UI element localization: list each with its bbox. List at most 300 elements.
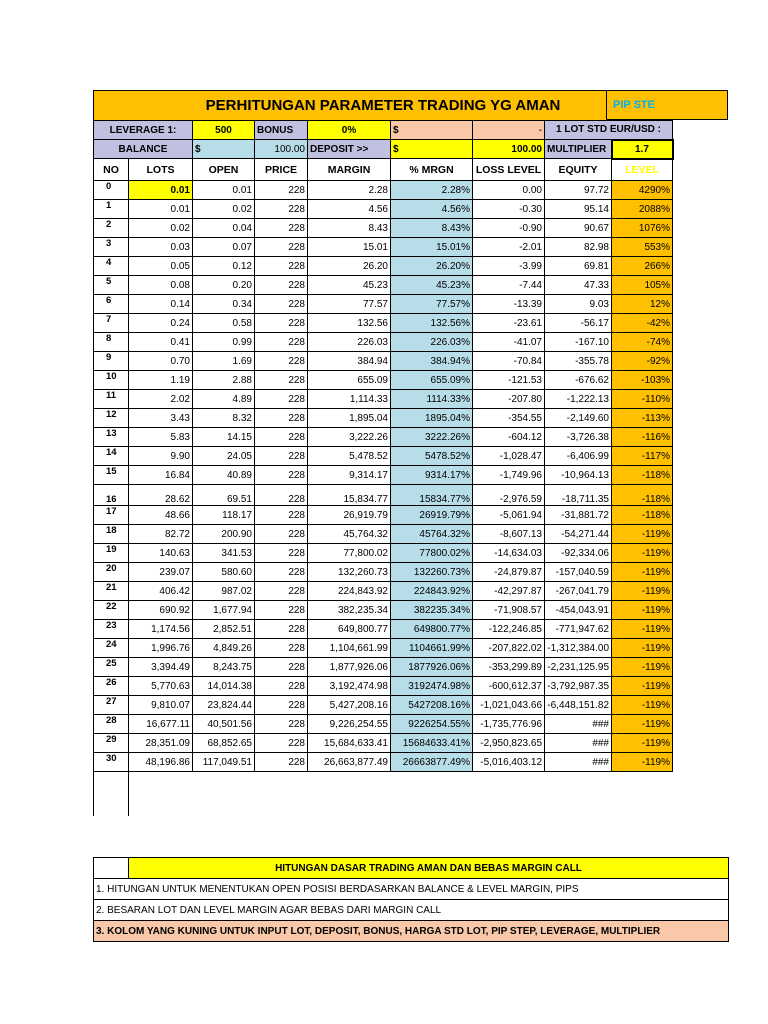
cell-price: 228 <box>255 485 308 506</box>
cell-margin: 5,427,208.16 <box>308 696 391 715</box>
cell-pct-margin: 3192474.98% <box>391 677 473 696</box>
bonus-label: BONUS <box>255 121 308 140</box>
cell-no: 18 <box>94 525 129 544</box>
cell-price: 228 <box>255 544 308 563</box>
cell-margin: 26.20 <box>308 257 391 276</box>
notes-blank-cell <box>94 858 129 879</box>
cell-open: 40.89 <box>193 466 255 485</box>
cell-no: 22 <box>94 601 129 620</box>
deposit-dollar-sign: $ <box>391 140 473 159</box>
cell-pct-margin: 77800.02% <box>391 544 473 563</box>
cell-level: -116% <box>612 428 673 447</box>
note-line-2: 2. BESARAN LOT DAN LEVEL MARGIN AGAR BEBAS DARI MARGIN CALL <box>94 900 729 921</box>
cell-level: 2088% <box>612 200 673 219</box>
cell-lots: 0.01 <box>129 200 193 219</box>
cell-equity: -1,312,384.00 <box>545 639 612 658</box>
cell-loss-level: -1,735,776.96 <box>473 715 545 734</box>
cell-price: 228 <box>255 333 308 352</box>
cell-loss-level: -13.39 <box>473 295 545 314</box>
cell-open: 24.05 <box>193 447 255 466</box>
cell-lots: 3,394.49 <box>129 658 193 677</box>
cell-loss-level: -71,908.57 <box>473 601 545 620</box>
cell-equity: ### <box>545 753 612 772</box>
cell-open: 69.51 <box>193 485 255 506</box>
bonus-input[interactable]: 0% <box>308 121 391 140</box>
cell-loss-level: -8,607.13 <box>473 525 545 544</box>
cell-level: 4290% <box>612 181 673 200</box>
multiplier-input[interactable]: 1.7 <box>612 140 673 159</box>
table-row <box>94 314 673 333</box>
cell-no: 16 <box>94 485 129 506</box>
blank-cell <box>94 772 129 816</box>
cell-margin: 26,919.79 <box>308 506 391 525</box>
table-row <box>94 582 673 601</box>
cell-open: 2,852.51 <box>193 620 255 639</box>
cell-pct-margin: 1104661.99% <box>391 639 473 658</box>
cell-level: -118% <box>612 466 673 485</box>
cell-level: -119% <box>612 544 673 563</box>
cell-open: 117,049.51 <box>193 753 255 772</box>
cell-loss-level: -1,028.47 <box>473 447 545 466</box>
note-line-3: 3. KOLOM YANG KUNING UNTUK INPUT LOT, DEPOSIT, BONUS, HARGA STD LOT, PIP STEP, LEVERAGE, MULTIPLIER <box>94 921 729 942</box>
cell-price: 228 <box>255 466 308 485</box>
cell-margin: 8.43 <box>308 219 391 238</box>
cell-margin: 224,843.92 <box>308 582 391 601</box>
notes-title: HITUNGAN DASAR TRADING AMAN DAN BEBAS MARGIN CALL <box>129 858 729 879</box>
cell-open: 0.99 <box>193 333 255 352</box>
cell-level: -119% <box>612 696 673 715</box>
cell-level: 553% <box>612 238 673 257</box>
cell-level: -119% <box>612 753 673 772</box>
cell-price: 228 <box>255 582 308 601</box>
cell-equity: -2,231,125.95 <box>545 658 612 677</box>
cell-loss-level: -3.99 <box>473 257 545 276</box>
table-row <box>94 276 673 295</box>
cell-pct-margin: 5478.52% <box>391 447 473 466</box>
cell-pct-margin: 1877926.06% <box>391 658 473 677</box>
cell-margin: 226.03 <box>308 333 391 352</box>
cell-price: 228 <box>255 428 308 447</box>
cell-equity: -1,222.13 <box>545 390 612 409</box>
cell-lots: 28,351.09 <box>129 734 193 753</box>
table-row <box>94 715 673 734</box>
table-row <box>94 544 673 563</box>
cell-lots: 140.63 <box>129 544 193 563</box>
cell-equity: -31,881.72 <box>545 506 612 525</box>
cell-pct-margin: 26919.79% <box>391 506 473 525</box>
col-header-pct-margin: % MRGN <box>391 159 473 181</box>
cell-lots: 82.72 <box>129 525 193 544</box>
cell-pct-margin: 77.57% <box>391 295 473 314</box>
col-header-equity: EQUITY <box>545 159 612 181</box>
table-row <box>94 257 673 276</box>
table-row <box>94 333 673 352</box>
cell-lots: 0.14 <box>129 295 193 314</box>
cell-pct-margin: 9226254.55% <box>391 715 473 734</box>
lot-std-label: 1 LOT STD EUR/USD : <box>545 121 673 140</box>
cell-lots: 9.90 <box>129 447 193 466</box>
cell-no: 9 <box>94 352 129 371</box>
cell-equity: -92,334.06 <box>545 544 612 563</box>
cell-equity: -2,149.60 <box>545 409 612 428</box>
cell-equity: 82.98 <box>545 238 612 257</box>
cell-price: 228 <box>255 409 308 428</box>
cell-level: -119% <box>612 563 673 582</box>
blank-cell <box>308 772 391 816</box>
cell-lots: 9,810.07 <box>129 696 193 715</box>
cell-loss-level: -42,297.87 <box>473 582 545 601</box>
cell-equity: 69.81 <box>545 257 612 276</box>
cell-level: -92% <box>612 352 673 371</box>
cell-open: 0.34 <box>193 295 255 314</box>
cell-loss-level: -41.07 <box>473 333 545 352</box>
cell-pct-margin: 384.94% <box>391 352 473 371</box>
cell-lots: 3.43 <box>129 409 193 428</box>
cell-margin: 384.94 <box>308 352 391 371</box>
cell-no: 1 <box>94 200 129 219</box>
cell-margin: 1,114.33 <box>308 390 391 409</box>
cell-no: 12 <box>94 409 129 428</box>
cell-level: -118% <box>612 485 673 506</box>
col-header-open: OPEN <box>193 159 255 181</box>
cell-open: 0.01 <box>193 181 255 200</box>
cell-price: 228 <box>255 620 308 639</box>
cell-margin: 649,800.77 <box>308 620 391 639</box>
cell-pct-margin: 226.03% <box>391 333 473 352</box>
cell-price: 228 <box>255 525 308 544</box>
cell-no: 0 <box>94 181 129 200</box>
cell-equity: -6,448,151.82 <box>545 696 612 715</box>
cell-equity: -18,711.35 <box>545 485 612 506</box>
cell-lots: 239.07 <box>129 563 193 582</box>
cell-margin: 3,192,474.98 <box>308 677 391 696</box>
cell-pct-margin: 132260.73% <box>391 563 473 582</box>
cell-no: 30 <box>94 753 129 772</box>
table-row <box>94 428 673 447</box>
cell-no: 5 <box>94 276 129 295</box>
cell-price: 228 <box>255 390 308 409</box>
table-row <box>94 563 673 582</box>
trading-parameter-sheet <box>93 90 768 816</box>
cell-lots: 690.92 <box>129 601 193 620</box>
cell-margin: 9,314.17 <box>308 466 391 485</box>
cell-level: -119% <box>612 620 673 639</box>
bonus-dollar-sign: $ <box>391 121 473 140</box>
blank-cell <box>255 772 308 816</box>
cell-no: 20 <box>94 563 129 582</box>
cell-price: 228 <box>255 447 308 466</box>
table-row <box>94 677 673 696</box>
deposit-label: DEPOSIT >> <box>308 140 391 159</box>
table-row <box>94 525 673 544</box>
cell-equity: -157,040.59 <box>545 563 612 582</box>
table-row <box>94 352 673 371</box>
table-row <box>94 658 673 677</box>
balance-dollar-sign: $ <box>193 140 255 159</box>
cell-pct-margin: 15684633.41% <box>391 734 473 753</box>
cell-loss-level: -2.01 <box>473 238 545 257</box>
col-header-no: NO <box>94 159 129 181</box>
table-row <box>94 601 673 620</box>
cell-price: 228 <box>255 276 308 295</box>
cell-pct-margin: 224843.92% <box>391 582 473 601</box>
cell-open: 2.88 <box>193 371 255 390</box>
cell-margin: 655.09 <box>308 371 391 390</box>
deposit-input[interactable]: 100.00 <box>473 140 545 159</box>
blank-cell <box>193 772 255 816</box>
col-header-loss-level: LOSS LEVEL <box>473 159 545 181</box>
cell-equity: -56.17 <box>545 314 612 333</box>
cell-level: -74% <box>612 333 673 352</box>
cell-price: 228 <box>255 314 308 333</box>
cell-loss-level: 0.00 <box>473 181 545 200</box>
cell-no: 11 <box>94 390 129 409</box>
multiplier-label: MULTIPLIER <box>545 140 612 159</box>
cell-open: 0.20 <box>193 276 255 295</box>
cell-open: 8.32 <box>193 409 255 428</box>
cell-level: -118% <box>612 506 673 525</box>
cell-loss-level: -0.90 <box>473 219 545 238</box>
cell-pct-margin: 8.43% <box>391 219 473 238</box>
cell-margin: 4.56 <box>308 200 391 219</box>
cell-open: 341.53 <box>193 544 255 563</box>
cell-level: -119% <box>612 582 673 601</box>
cell-lots: 0.03 <box>129 238 193 257</box>
cell-lots: 0.02 <box>129 219 193 238</box>
cell-no: 28 <box>94 715 129 734</box>
cell-loss-level: -70.84 <box>473 352 545 371</box>
cell-no: 19 <box>94 544 129 563</box>
col-header-price: PRICE <box>255 159 308 181</box>
cell-level: -119% <box>612 734 673 753</box>
cell-pct-margin: 26.20% <box>391 257 473 276</box>
cell-lots: 0.05 <box>129 257 193 276</box>
cell-open: 68,852.65 <box>193 734 255 753</box>
cell-lots: 5,770.63 <box>129 677 193 696</box>
leverage-input[interactable]: 500 <box>193 121 255 140</box>
cell-level: 12% <box>612 295 673 314</box>
cell-margin: 45,764.32 <box>308 525 391 544</box>
cell-no: 13 <box>94 428 129 447</box>
cell-margin: 3,222.26 <box>308 428 391 447</box>
cell-pct-margin: 132.56% <box>391 314 473 333</box>
blank-cell <box>612 772 673 816</box>
cell-open: 0.07 <box>193 238 255 257</box>
cell-open: 987.02 <box>193 582 255 601</box>
blank-cell <box>545 772 612 816</box>
cell-pct-margin: 5427208.16% <box>391 696 473 715</box>
cell-no: 6 <box>94 295 129 314</box>
cell-lots: 1.19 <box>129 371 193 390</box>
cell-lots[interactable]: 0.01 <box>129 181 193 200</box>
cell-loss-level: -1,021,043.66 <box>473 696 545 715</box>
table-row <box>94 371 673 390</box>
cell-no: 8 <box>94 333 129 352</box>
cell-pct-margin: 2.28% <box>391 181 473 200</box>
cell-loss-level: -1,749.96 <box>473 466 545 485</box>
cell-lots: 5.83 <box>129 428 193 447</box>
cell-level: -103% <box>612 371 673 390</box>
cell-equity: -167.10 <box>545 333 612 352</box>
cell-margin: 77,800.02 <box>308 544 391 563</box>
cell-open: 200.90 <box>193 525 255 544</box>
cell-open: 23,824.44 <box>193 696 255 715</box>
cell-price: 228 <box>255 506 308 525</box>
cell-no: 15 <box>94 466 129 485</box>
cell-margin: 15.01 <box>308 238 391 257</box>
cell-lots: 406.42 <box>129 582 193 601</box>
cell-price: 228 <box>255 696 308 715</box>
cell-pct-margin: 649800.77% <box>391 620 473 639</box>
cell-open: 0.02 <box>193 200 255 219</box>
cell-loss-level: -23.61 <box>473 314 545 333</box>
cell-margin: 45.23 <box>308 276 391 295</box>
cell-level: -119% <box>612 715 673 734</box>
cell-no: 21 <box>94 582 129 601</box>
cell-level: -119% <box>612 658 673 677</box>
cell-level: -117% <box>612 447 673 466</box>
cell-margin: 5,478.52 <box>308 447 391 466</box>
cell-loss-level: -207.80 <box>473 390 545 409</box>
cell-price: 228 <box>255 257 308 276</box>
cell-pct-margin: 655.09% <box>391 371 473 390</box>
parameter-table <box>93 90 674 816</box>
column-header-row <box>94 159 673 181</box>
cell-no: 14 <box>94 447 129 466</box>
cell-no: 7 <box>94 314 129 333</box>
cell-pct-margin: 4.56% <box>391 200 473 219</box>
cell-loss-level: -122,246.85 <box>473 620 545 639</box>
cell-open: 40,501.56 <box>193 715 255 734</box>
cell-loss-level: -5,061.94 <box>473 506 545 525</box>
cell-no: 23 <box>94 620 129 639</box>
cell-lots: 0.24 <box>129 314 193 333</box>
cell-loss-level: -600,612.37 <box>473 677 545 696</box>
table-row <box>94 639 673 658</box>
cell-level: -119% <box>612 525 673 544</box>
notes-section <box>93 857 728 942</box>
cell-open: 14.15 <box>193 428 255 447</box>
cell-level: -119% <box>612 601 673 620</box>
cell-margin: 132,260.73 <box>308 563 391 582</box>
cell-price: 228 <box>255 677 308 696</box>
cell-margin: 1,104,661.99 <box>308 639 391 658</box>
cell-equity: ### <box>545 734 612 753</box>
cell-level: -119% <box>612 677 673 696</box>
cell-level: -110% <box>612 390 673 409</box>
cell-loss-level: -2,976.59 <box>473 485 545 506</box>
pip-step-cell[interactable]: PIP STE <box>606 90 728 120</box>
cell-equity: -355.78 <box>545 352 612 371</box>
cell-equity: -676.62 <box>545 371 612 390</box>
cell-margin: 15,684,633.41 <box>308 734 391 753</box>
blank-cell <box>473 772 545 816</box>
cell-level: -42% <box>612 314 673 333</box>
cell-open: 14,014.38 <box>193 677 255 696</box>
cell-margin: 382,235.34 <box>308 601 391 620</box>
cell-price: 228 <box>255 639 308 658</box>
cell-open: 0.04 <box>193 219 255 238</box>
table-row <box>94 620 673 639</box>
cell-lots: 0.41 <box>129 333 193 352</box>
cell-pct-margin: 45764.32% <box>391 525 473 544</box>
cell-open: 1,677.94 <box>193 601 255 620</box>
cell-no: 29 <box>94 734 129 753</box>
cell-loss-level: -5,016,403.12 <box>473 753 545 772</box>
cell-lots: 16,677.11 <box>129 715 193 734</box>
leverage-label: LEVERAGE 1: <box>94 121 193 140</box>
cell-price: 228 <box>255 715 308 734</box>
table-row <box>94 295 673 314</box>
table-row <box>94 506 673 525</box>
cell-equity: -54,271.44 <box>545 525 612 544</box>
cell-loss-level: -7.44 <box>473 276 545 295</box>
notes-table <box>93 857 729 942</box>
cell-price: 228 <box>255 658 308 677</box>
cell-open: 1.69 <box>193 352 255 371</box>
cell-no: 3 <box>94 238 129 257</box>
cell-no: 25 <box>94 658 129 677</box>
cell-loss-level: -354.55 <box>473 409 545 428</box>
bonus-amount: - <box>473 121 545 140</box>
cell-loss-level: -353,299.89 <box>473 658 545 677</box>
cell-level: -119% <box>612 639 673 658</box>
cell-equity: 9.03 <box>545 295 612 314</box>
col-header-lots: LOTS <box>129 159 193 181</box>
cell-no: 4 <box>94 257 129 276</box>
cell-no: 10 <box>94 371 129 390</box>
cell-level: -113% <box>612 409 673 428</box>
cell-no: 24 <box>94 639 129 658</box>
cell-margin: 15,834.77 <box>308 485 391 506</box>
cell-equity: -3,792,987.35 <box>545 677 612 696</box>
cell-price: 228 <box>255 181 308 200</box>
table-row <box>94 696 673 715</box>
cell-equity: 47.33 <box>545 276 612 295</box>
cell-price: 228 <box>255 734 308 753</box>
cell-margin: 26,663,877.49 <box>308 753 391 772</box>
cell-loss-level: -14,634.03 <box>473 544 545 563</box>
cell-lots: 48,196.86 <box>129 753 193 772</box>
cell-lots: 1,996.76 <box>129 639 193 658</box>
cell-margin: 1,895.04 <box>308 409 391 428</box>
cell-pct-margin: 9314.17% <box>391 466 473 485</box>
balance-label: BALANCE <box>94 140 193 159</box>
cell-margin: 132.56 <box>308 314 391 333</box>
cell-equity: -3,726.38 <box>545 428 612 447</box>
cell-lots: 1,174.56 <box>129 620 193 639</box>
cell-pct-margin: 15.01% <box>391 238 473 257</box>
cell-open: 0.12 <box>193 257 255 276</box>
table-row <box>94 390 673 409</box>
cell-margin: 2.28 <box>308 181 391 200</box>
cell-equity: 90.67 <box>545 219 612 238</box>
cell-equity: ### <box>545 715 612 734</box>
balance-value: 100.00 <box>255 140 308 159</box>
cell-lots: 28.62 <box>129 485 193 506</box>
cell-no: 17 <box>94 506 129 525</box>
cell-pct-margin: 15834.77% <box>391 485 473 506</box>
cell-equity: -454,043.91 <box>545 601 612 620</box>
cell-equity: -267,041.79 <box>545 582 612 601</box>
blank-row <box>94 772 673 816</box>
cell-price: 228 <box>255 219 308 238</box>
cell-price: 228 <box>255 295 308 314</box>
cell-price: 228 <box>255 238 308 257</box>
cell-equity: 95.14 <box>545 200 612 219</box>
table-row <box>94 200 673 219</box>
table-row <box>94 409 673 428</box>
